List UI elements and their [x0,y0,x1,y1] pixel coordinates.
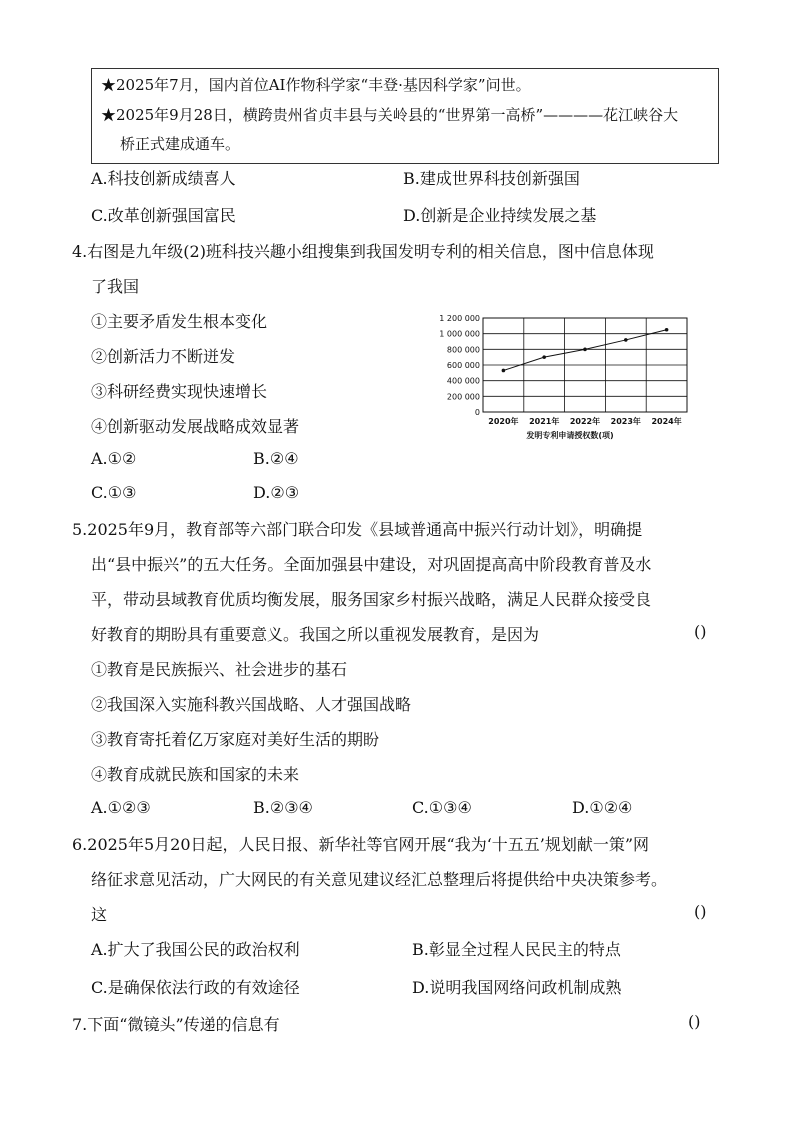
q4-item-3: ③科研经费实现快速增长 [91,382,268,401]
q7-line-1: 7.下面“微镜头”传递的信息有 [72,1015,280,1034]
y-tick-label: 400 000 [446,376,480,386]
y-tick-label: 0 [474,408,480,417]
x-tick-label: 2022年 [569,417,601,426]
q6-line-3: 这 [91,905,108,924]
q4-option-a[interactable]: A.①② [91,449,137,468]
data-point [542,355,546,359]
info-line-3: 桥正式建成通车。 [120,135,241,153]
q5-option-c[interactable]: C.①③④ [412,798,472,817]
q5-answer-paren[interactable]: () [694,622,707,641]
data-point [624,338,628,342]
q4-item-4: ④创新驱动发展战略成效显著 [91,417,300,436]
chart-x-ticks [488,416,681,426]
q4-option-c[interactable]: C.①③ [91,483,137,502]
q3-option-a[interactable]: A.科技创新成绩喜人 [91,169,236,188]
chart-x-label: 发明专利申请授权数(项) [526,431,614,440]
y-tick-label: 200 000 [446,392,480,402]
q6-option-c[interactable]: C.是确保依法行政的有效途径 [91,978,300,997]
y-tick-label: 800 000 [446,345,480,355]
x-tick-label: 2023年 [610,417,641,426]
data-point [583,348,587,352]
q5-line-1: 5.2025年9月，教育部等六部门联合印发《县域普通高中振兴行动计划》，明确提 [72,520,643,539]
y-tick-label: 600 000 [446,361,480,370]
q5-item-4: ④教育成就民族和国家的未来 [91,765,300,784]
q3-option-b[interactable]: B.建成世界科技创新强国 [403,169,580,188]
q4-option-b[interactable]: B.②④ [253,449,299,468]
info-line-2: ★2025年9月28日，横跨贵州省贞丰县与关岭县的“世界第一高桥”————花江峡谷大 [101,106,679,124]
x-tick-label: 2021年 [529,417,560,426]
q5-option-a[interactable]: A.①②③ [91,798,151,817]
q6-option-d[interactable]: D.说明我国网络问政机制成熟 [412,978,622,997]
q6-option-b[interactable]: B.彰显全过程人民民主的特点 [412,940,621,959]
chart-series [502,328,669,372]
x-tick-label: 2024年 [651,417,682,426]
data-point [502,369,506,373]
q6-answer-paren[interactable]: () [694,902,707,921]
q7-answer-paren[interactable]: () [688,1012,701,1031]
patent-chart [425,310,725,445]
q5-line-2: 出“县中振兴”的五大任务。全面加强县中建设，对巩固提高高中阶段教育普及水 [91,555,652,574]
q3-option-c[interactable]: C.改革创新强国富民 [91,206,236,225]
q5-line-3: 平，带动县域教育优质均衡发展，服务国家乡村振兴战略，满足人民群众接受良 [91,590,652,609]
y-tick-label: 1 000 000 [439,329,480,339]
q4-item-1: ①主要矛盾发生根本变化 [91,312,268,331]
data-point [665,328,669,332]
q5-item-2: ②我国深入实施科教兴国战略、人才强国战略 [91,695,412,714]
info-line-1: ★2025年7月，国内首位AI作物科学家“丰登·基因科学家”问世。 [101,76,531,94]
q6-option-a[interactable]: A.扩大了我国公民的政治权利 [91,940,300,959]
q5-item-1: ①教育是民族振兴、社会进步的基石 [91,660,348,679]
y-tick-label: 1 200 000 [439,314,480,323]
q4-stem-line-1: 4.右图是九年级(2)班科技兴趣小组搜集到我国发明专利的相关信息，图中信息体现 [72,242,654,261]
q5-line-4: 好教育的期盼具有重要意义。我国之所以重视发展教育，是因为 [91,625,540,644]
q6-line-1: 6.2025年5月20日起，人民日报、新华社等官网开展“我为‘十五五’规划献一策”网 [72,835,650,854]
q3-option-d[interactable]: D.创新是企业持续发展之基 [403,206,597,225]
q4-option-d[interactable]: D.②③ [253,483,300,502]
chart-y-ticks [439,314,480,417]
q5-item-3: ③教育寄托着亿万家庭对美好生活的期盼 [91,730,380,749]
q4-item-2: ②创新活力不断迸发 [91,347,236,366]
q5-option-b[interactable]: B.②③④ [253,798,313,817]
q6-line-2: 络征求意见活动，广大网民的有关意见建议经汇总整理后将提供给中央决策参考。 [91,870,668,889]
info-box [91,68,719,164]
x-tick-label: 2020年 [488,417,519,426]
q4-stem-line-2: 了我国 [91,277,140,296]
q5-option-d[interactable]: D.①②④ [572,798,633,817]
